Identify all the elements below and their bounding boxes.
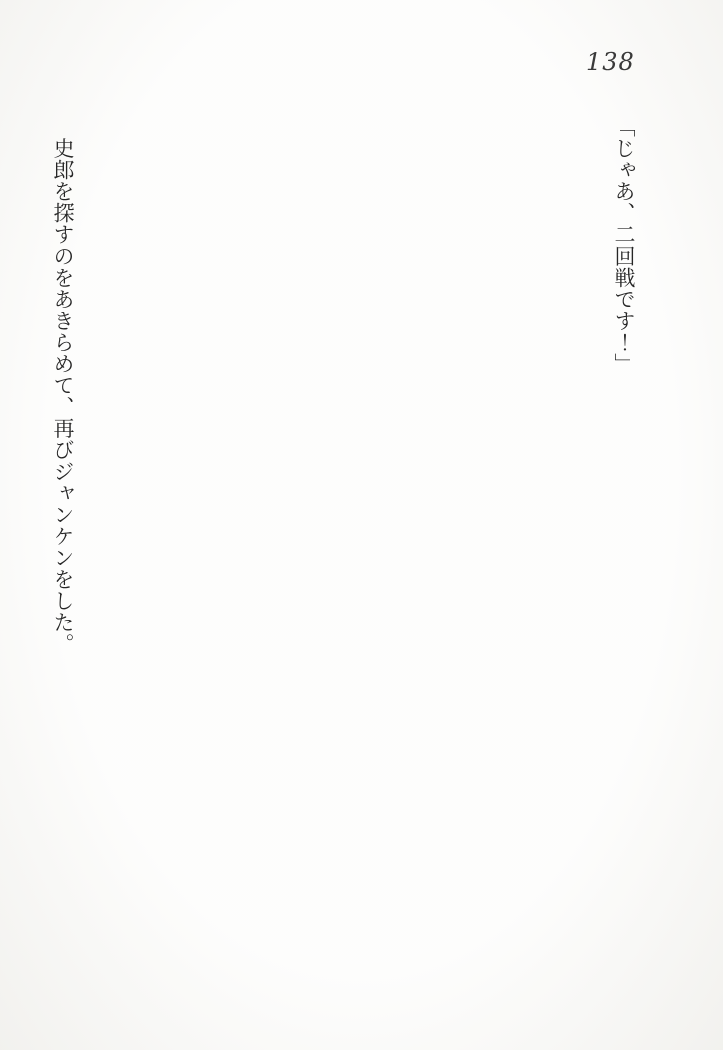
text-line: 「じゃあ、二回戦です！」 <box>612 116 636 375</box>
text-block <box>51 116 641 936</box>
text-line: 史郎を探すのをあきらめて、再びジャンケンをした。 <box>51 116 75 655</box>
page-number: 138 <box>586 48 635 76</box>
